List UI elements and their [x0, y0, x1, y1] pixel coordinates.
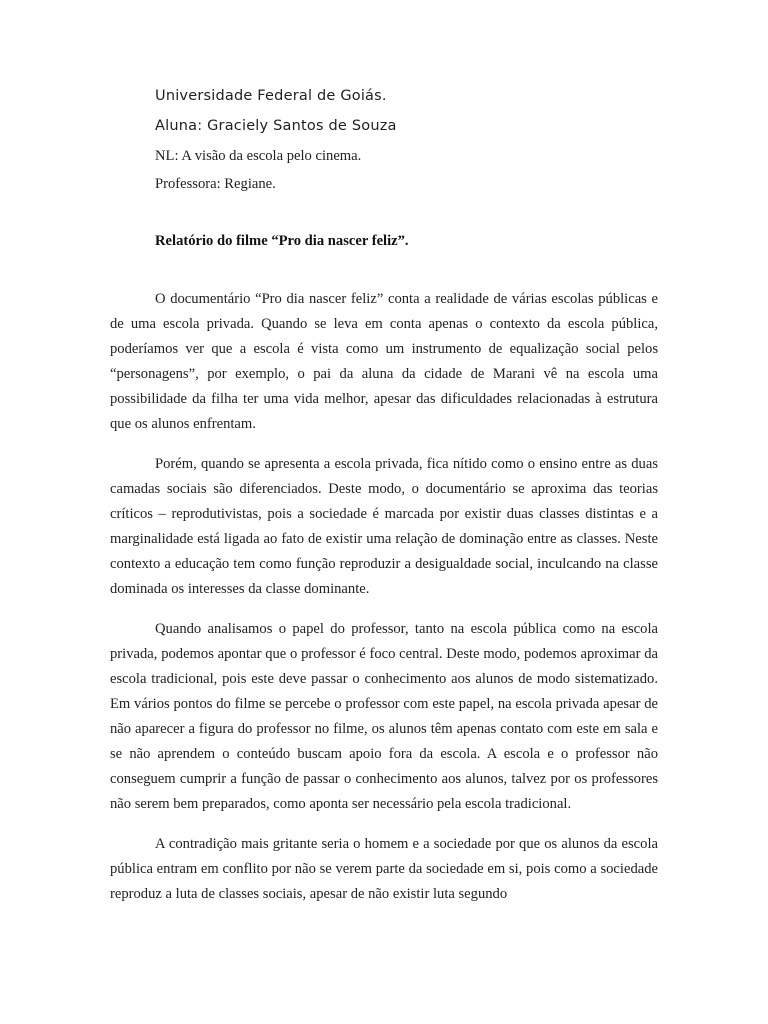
university-name: Universidade Federal de Goiás.: [155, 88, 387, 104]
paragraph: A contradição mais gritante seria o homem e a sociedade por que os alunos da escola pública entram em conflito por não se verem parte da sociedade em si, pois como a sociedade reproduz a luta de classes sociais, apesar de não existir luta segundo: [110, 836, 658, 902]
document-title: Relatório do filme “Pro dia nascer feliz”.: [155, 233, 409, 249]
student-name: Aluna: Graciely Santos de Souza: [155, 118, 397, 134]
document-header: [155, 82, 675, 198]
paragraph: Porém, quando se apresenta a escola privada, fica nítido como o ensino entre as duas camadas sociais são diferenciados. Deste modo, o documentário se aproxima das teorias críticos – reprodutivistas, pois a sociedade é marcada por existir duas classes distintas e a marginalidade está ligada ao fato de existir uma relação de dominação entre as classes. Neste contexto a educação tem como função reproduzir a desigualdade social, inculcando na classe dominada os interesses da classe dominante.: [110, 456, 658, 597]
document-body: [110, 287, 658, 922]
paragraph: Quando analisamos o papel do professor, tanto na escola pública como na escola privada, podemos apontar que o professor é foco central. Deste modo, podemos aproximar da escola tradicional, pois este deve passar o conhecimento aos alunos de modo sistematizado. Em vários pontos do filme se percebe o professor com este papel, na escola privada apesar de não aparecer a figura do professor no filme, os alunos têm apenas contato com este em sala e se não aprendem o conteúdo buscam apoio fora da escola. A escola e o professor não conseguem cumprir a função de passar o conhecimento aos alunos, talvez por os professores não serem bem preparados, como aponta ser necessário pela escola tradicional.: [110, 621, 658, 812]
teacher-name: Professora: Regiane.: [155, 176, 276, 192]
course-name: NL: A visão da escola pelo cinema.: [155, 148, 362, 164]
paragraph: O documentário “Pro dia nascer feliz” conta a realidade de várias escolas públicas e de uma escola privada. Quando se leva em conta apenas o contexto da escola pública, poderíamos ver que a escola é vista como um instrumento de equalização social pelos “personagens”, por exemplo, o pai da aluna da cidade de Marani vê na escola uma possibilidade da filha ter uma vida melhor, apesar das dificuldades relacionadas à estrutura que os alunos enfrentam.: [110, 291, 658, 432]
